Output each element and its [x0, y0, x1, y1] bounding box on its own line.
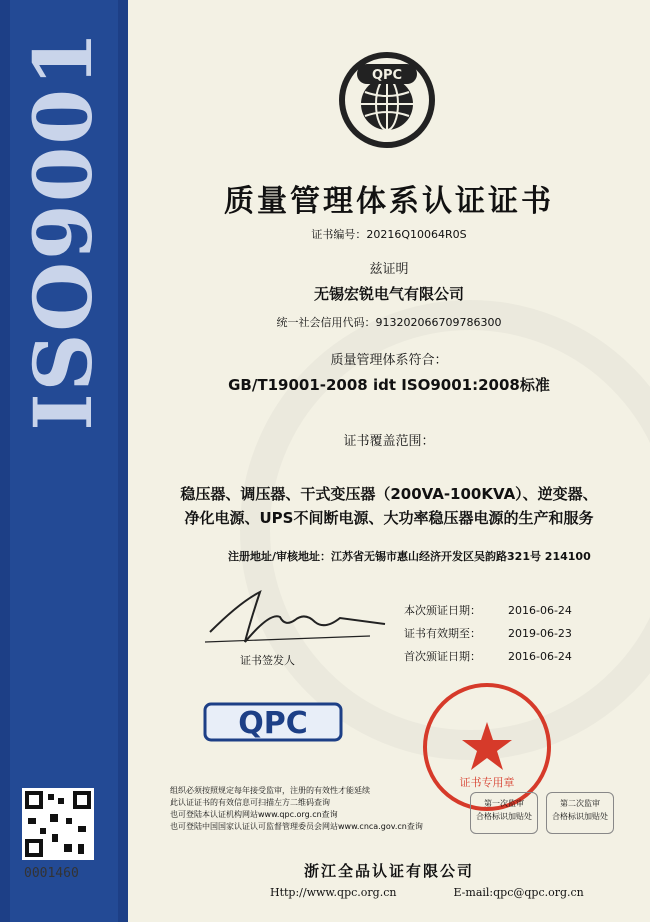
scope-line: 稳压器、调压器、干式变压器（200VA-100KVA）、逆变器、 [180, 485, 598, 503]
supervision-box-1: 第一次监审 合格标识加贴处 [470, 792, 538, 834]
sidebar-iso-text: ISO9001 [16, 29, 110, 431]
scope-text [128, 482, 650, 530]
certificate-number: 证书编号：20216Q10064R0S [311, 228, 467, 241]
scope-line: 净化电源、UPS不间断电源、大功率稳压器电源的生产和服务 [184, 509, 594, 527]
first-issue-date-row: 首次颁证日期： 2016-06-24 [404, 650, 572, 663]
website-link[interactable]: Http://www.qpc.org.cn [270, 886, 397, 899]
qpc-brand-logo [203, 702, 343, 742]
note-line: 也可登陆本认证机构网站www.qpc.org.cn查询 [170, 810, 338, 819]
certificate-title: 质量管理体系认证证书 [224, 184, 554, 219]
conforms-label: 质量管理体系符合： [330, 353, 448, 368]
svg-text:QPC: QPC [371, 68, 403, 83]
sidebar-band [0, 0, 128, 922]
footer-contact [270, 886, 584, 899]
credit-code: 统一社会信用代码：913202066709786300 [276, 316, 502, 329]
note-line: 组织必须按照规定每年接受监审，注册的有效性才能延续 [170, 786, 370, 795]
address-text: 注册地址/审核地址：江苏省无锡市惠山经济开发区吴韵路321号 214100 [228, 550, 591, 563]
serial-number: 0001460 [24, 866, 79, 881]
expiry-date-row: 证书有效期至： 2019-06-23 [404, 627, 572, 640]
footer-company: 浙江全品认证有限公司 [303, 862, 474, 880]
scope-label: 证书覆盖范围： [343, 434, 435, 449]
supervision-box-2: 第二次监审 合格标识加贴处 [546, 792, 614, 834]
standard-text: GB/T19001-2008 idt ISO9001:2008标准 [228, 376, 550, 394]
svg-text:QPC: QPC [238, 706, 308, 741]
company-name: 无锡宏锐电气有限公司 [313, 285, 464, 303]
note-line: 此认证证书的有效信息可扫描左方二维码查询 [170, 798, 330, 807]
signature [200, 582, 390, 652]
svg-text:证书专用章: 证书专用章 [459, 776, 515, 789]
dates-block [404, 602, 572, 671]
note-line: 也可登陆中国国家认证认可监督管理委员会网站www.cnca.gov.cn查询 [170, 822, 423, 831]
notes-block [170, 785, 423, 833]
email-link[interactable]: E-mail:qpc@qpc.org.cn [453, 886, 584, 899]
issue-date-row: 本次颁证日期： 2016-06-24 [404, 604, 572, 617]
hereby-text: 兹证明 [369, 262, 409, 277]
qpc-globe-logo [337, 50, 437, 150]
issuer-label: 证书签发人 [240, 654, 295, 667]
qr-code [22, 788, 94, 860]
